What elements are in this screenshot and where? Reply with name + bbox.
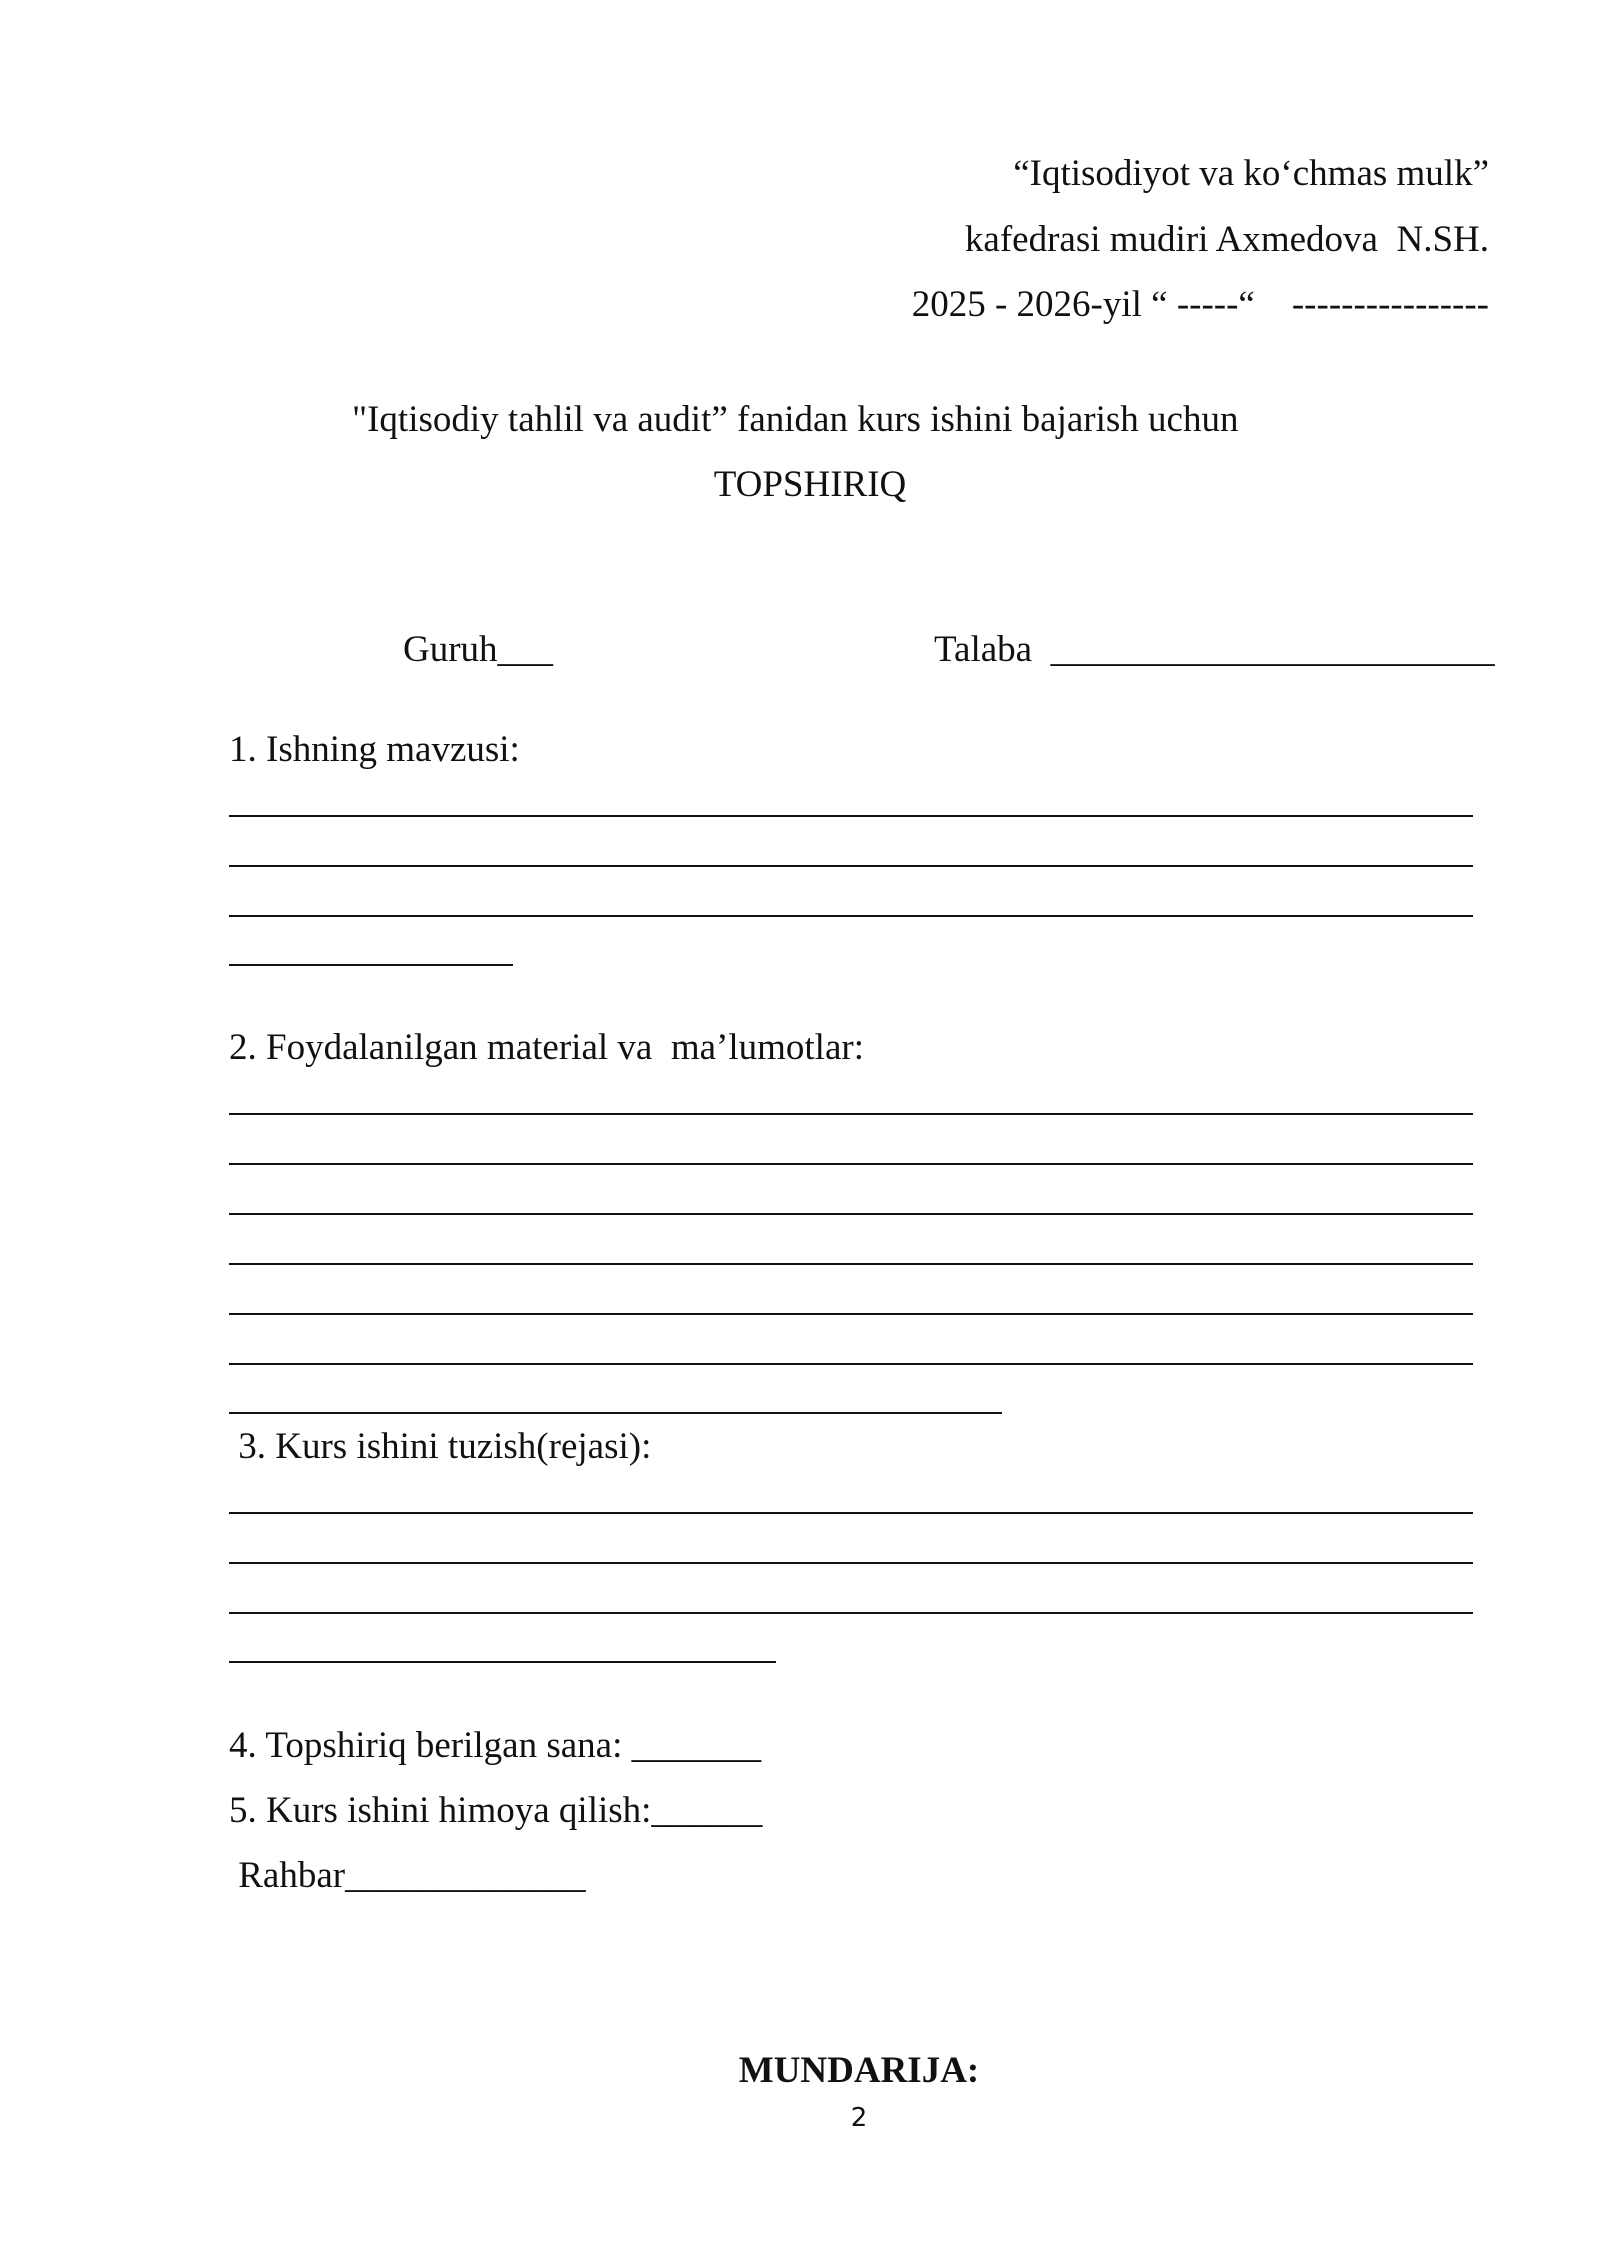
plan-blank-line (229, 1562, 1473, 1564)
section-plan-label: 3. Kurs ishini tuzish(rejasi): (229, 1426, 652, 1467)
topic-blank-line (229, 865, 1473, 867)
materials-blank-line (229, 1163, 1473, 1165)
materials-blank-line (229, 1313, 1473, 1315)
plan-blank-line (229, 1612, 1473, 1614)
materials-blank-line (229, 1213, 1473, 1215)
section-topic-label: 1. Ishning mavzusi: (229, 729, 520, 770)
materials-blank-line (229, 1113, 1473, 1115)
materials-blank-line-short (229, 1412, 1002, 1414)
section-date-given: 4. Topshiriq berilgan sana: _______ (229, 1725, 762, 1766)
plan-blank-line (229, 1512, 1473, 1514)
materials-blank-line (229, 1263, 1473, 1265)
header-head-of-department: kafedrasi mudiri Axmedova N.SH. (964, 219, 1489, 260)
section-defense: 5. Kurs ishini himoya qilish:______ (229, 1790, 763, 1831)
supervisor-field: Rahbar_____________ (229, 1855, 586, 1896)
page-number: 2 (850, 2103, 868, 2133)
student-field: Talaba ________________________ (934, 629, 1495, 670)
plan-blank-line-short (229, 1661, 776, 1663)
header-date-line: 2025 - 2026-yil “ -----“ ---------------- (911, 284, 1489, 325)
contents-heading: MUNDARIJA: (738, 2050, 980, 2091)
header-department: “Iqtisodiyot va ko‘chmas mulk” (1013, 153, 1489, 194)
topic-blank-line (229, 815, 1473, 817)
topic-blank-line (229, 915, 1473, 917)
materials-blank-line (229, 1363, 1473, 1365)
group-field: Guruh___ (403, 629, 554, 670)
subject-title: "Iqtisodiy tahlil va audit” fanidan kurs ishini bajarish uchun (352, 399, 1239, 440)
document-heading: TOPSHIRIQ (713, 464, 907, 505)
section-materials-label: 2. Foydalanilgan material va ma’lumotlar: (229, 1027, 864, 1068)
topic-blank-line-short (229, 964, 513, 966)
